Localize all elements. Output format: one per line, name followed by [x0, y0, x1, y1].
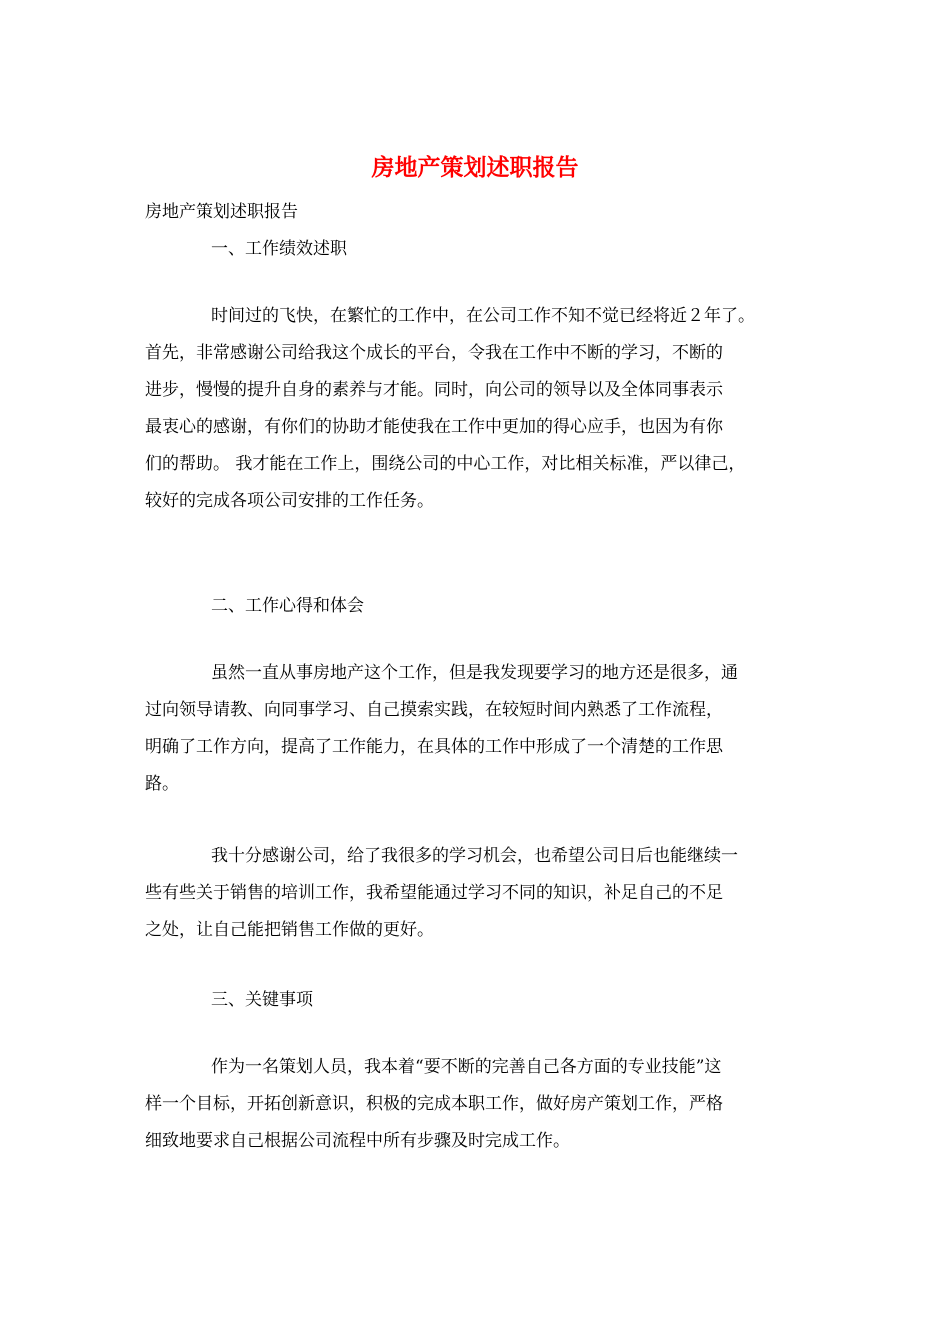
paragraph-line: 时间过的飞快，在繁忙的工作中，在公司工作不知不觉已经将近２年了。 — [211, 306, 755, 326]
paragraph-line: 虽然一直从事房地产这个工作，但是我发现要学习的地方还是很多，通 — [211, 663, 738, 683]
paragraph-line: 最衷心的感谢，有你们的协助才能使我在工作中更加的得心应手，也因为有你 — [145, 417, 723, 437]
section-heading-2: 二、工作心得和体会 — [211, 596, 364, 616]
document-subtitle: 房地产策划述职报告 — [145, 202, 298, 222]
section-heading-3: 三、关键事项 — [211, 990, 313, 1010]
paragraph-line: 们的帮助。 我才能在工作上，围绕公司的中心工作，对比相关标准，严以律己， — [145, 454, 746, 474]
paragraph-line: 过向领导请教、向同事学习、自己摸索实践，在较短时间内熟悉了工作流程， — [145, 700, 723, 720]
paragraph-line: 作为一名策划人员，我本着“要不断的完善自己各方面的专业技能”这 — [211, 1057, 722, 1077]
paragraph-line: 之处，让自己能把销售工作做的更好。 — [145, 920, 434, 940]
paragraph-line: 进步，慢慢的提升自身的素养与才能。同时，向公司的领导以及全体同事表示 — [145, 380, 723, 400]
paragraph-line: 我十分感谢公司，给了我很多的学习机会，也希望公司日后也能继续一 — [211, 846, 738, 866]
paragraph-line: 明确了工作方向，提高了工作能力，在具体的工作中形成了一个清楚的工作思 — [145, 737, 723, 757]
section-heading-1: 一、工作绩效述职 — [211, 239, 347, 259]
paragraph-line: 较好的完成各项公司安排的工作任务。 — [145, 491, 434, 511]
paragraph-line: 首先，非常感谢公司给我这个成长的平台，令我在工作中不断的学习，不断的 — [145, 343, 723, 363]
paragraph-line: 样一个目标，开拓创新意识，积极的完成本职工作，做好房产策划工作，严格 — [145, 1094, 723, 1114]
paragraph-line: 路。 — [145, 774, 179, 794]
paragraph-line: 些有些关于销售的培训工作，我希望能通过学习不同的知识，补足自己的不足 — [145, 883, 723, 903]
paragraph-line: 细致地要求自己根据公司流程中所有步骤及时完成工作。 — [145, 1131, 570, 1151]
document-title: 房地产策划述职报告 — [371, 154, 579, 181]
